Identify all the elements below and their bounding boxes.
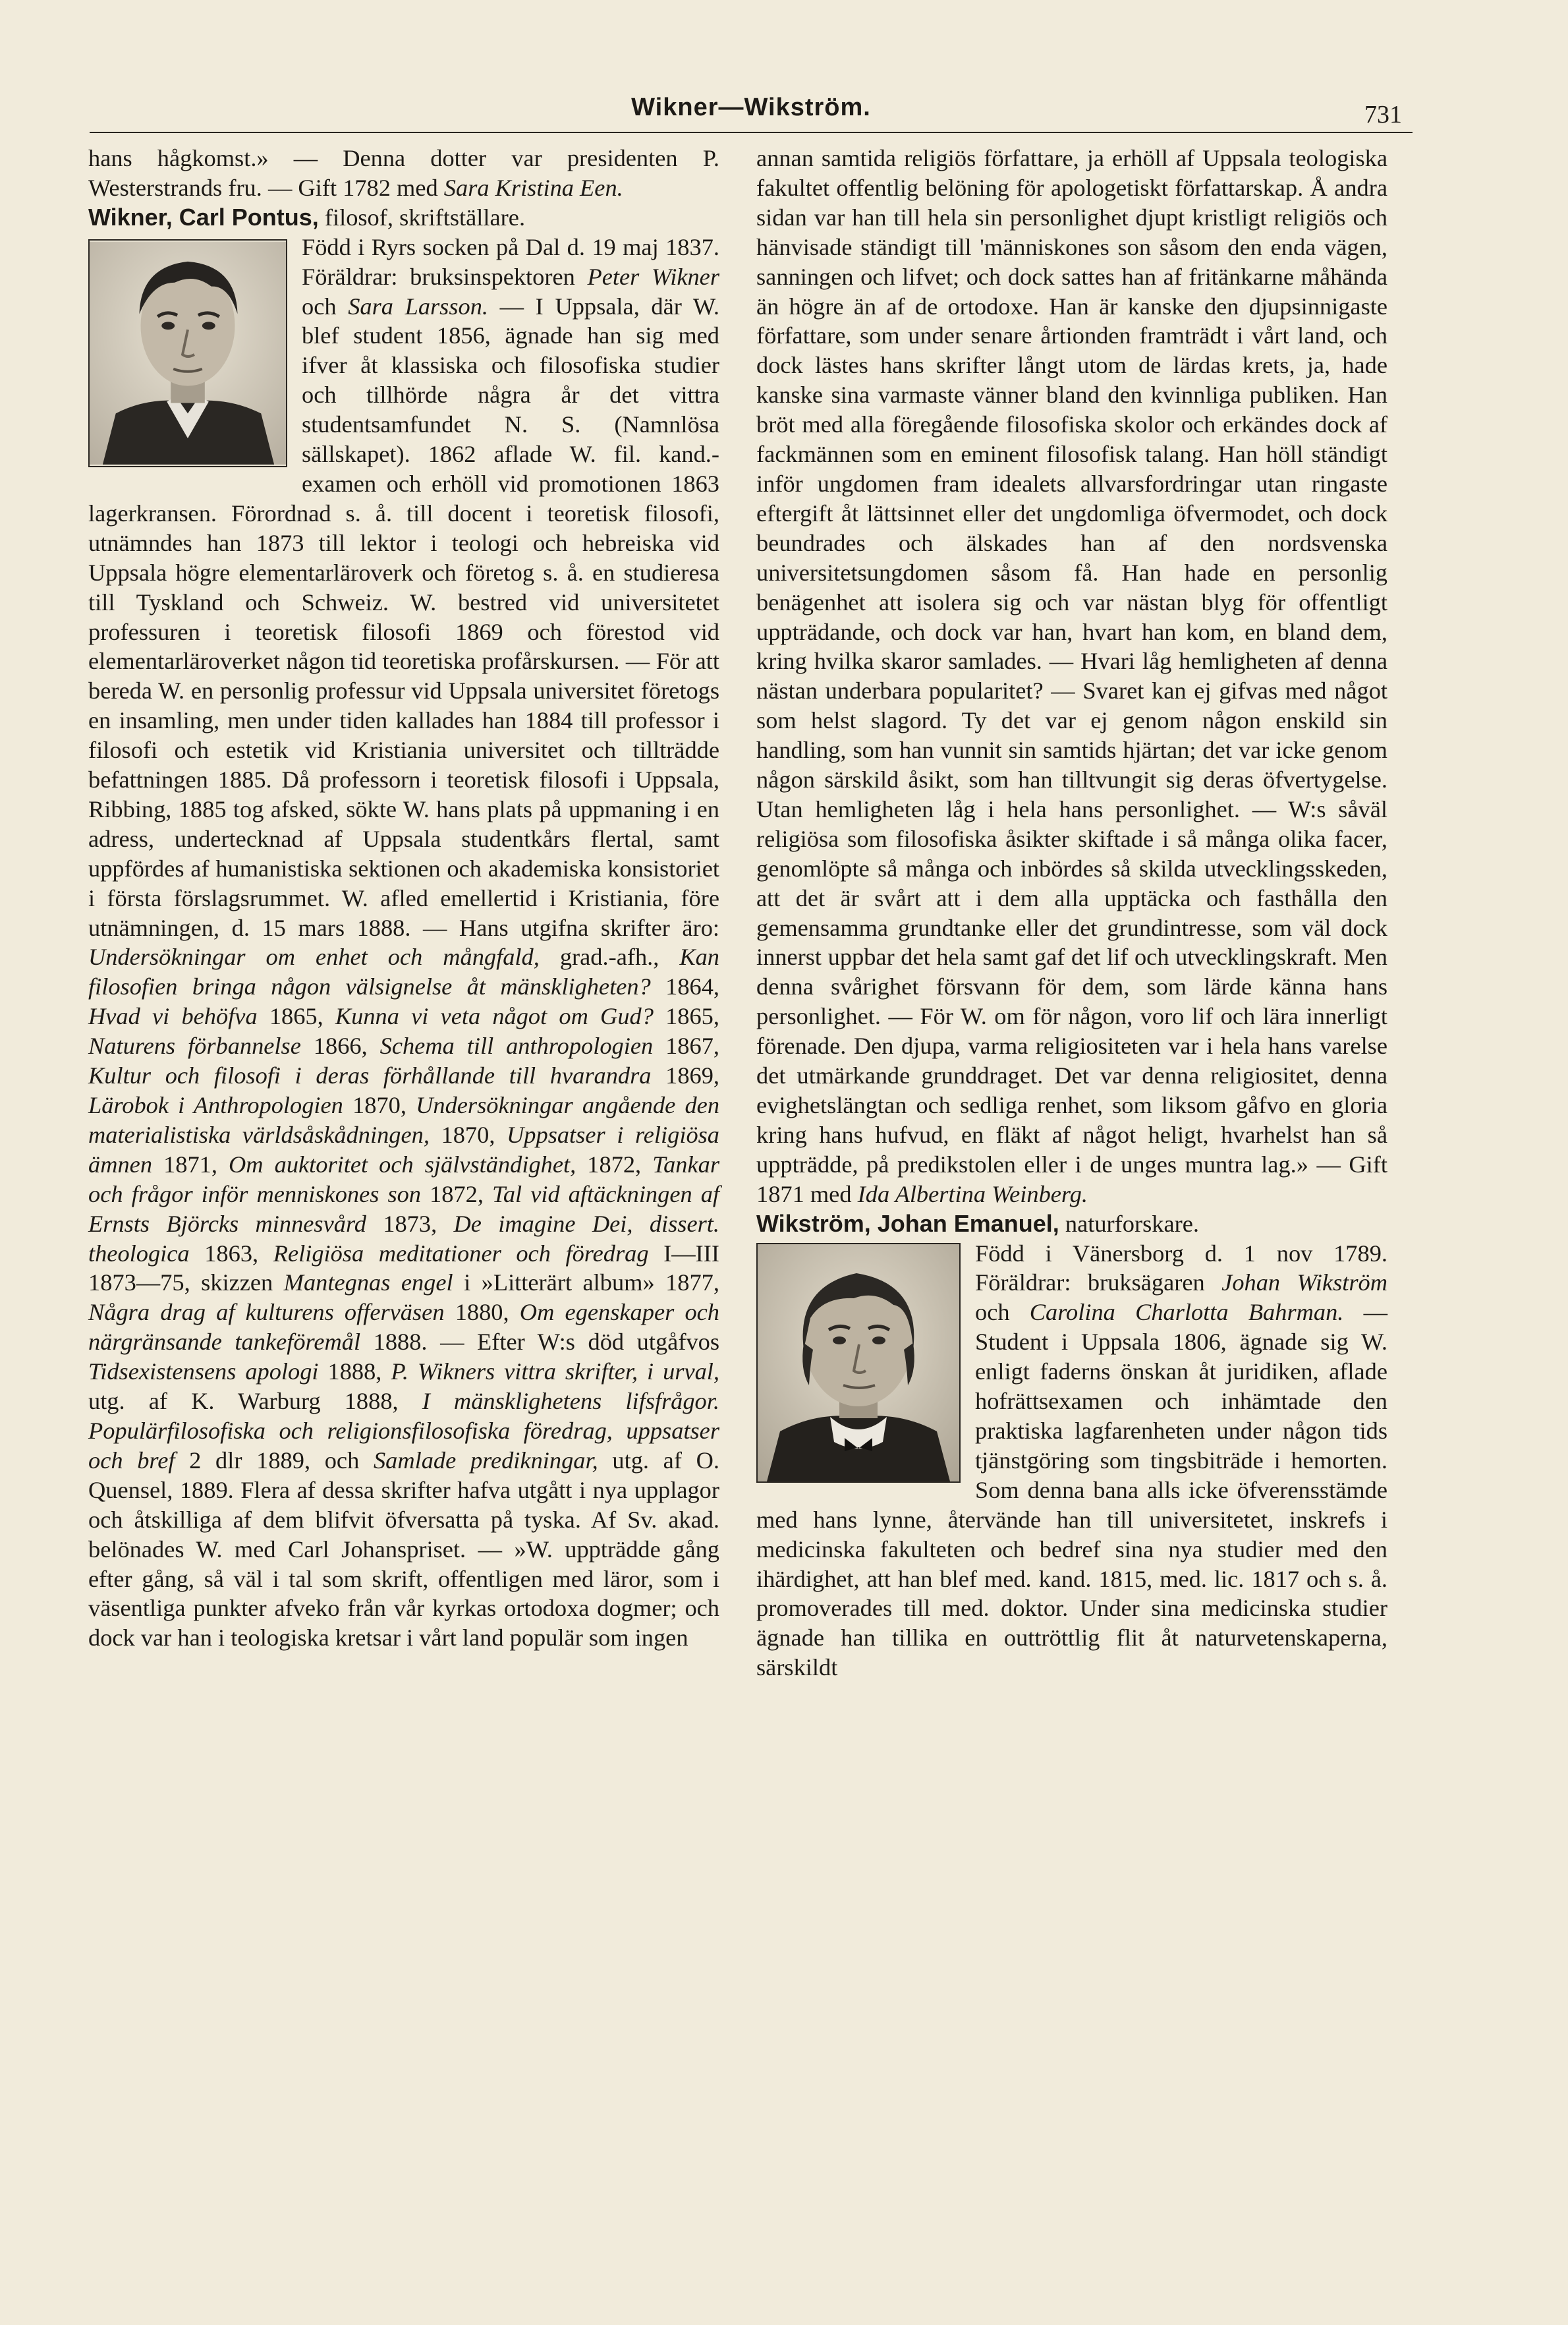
work-title: Tidsexistensens apologi: [88, 1358, 319, 1385]
work-note: i »Litterärt album» 1877,: [453, 1269, 719, 1296]
wikner-quote: annan samtida religiös författare, ja erhöll af Uppsala teologiska fakultet offentlig belöning för apologetiskt författarskap. Å andra sidan var han till hela sin personlighet djupt kristligt religiös och hänvisade ständigt till 'människones son såsom den enda vägen, sanningen och lifvet; och dock sattes han af fritänkarne måhända än högre än af de ortodoxe. Han är kanske den djupsinnigaste författare, som under senare årtionden framträdt i vårt land, och dock lästes hans skrifter långt utom de lärdas krets, ja, hade kanske sina varmaste vänner bland den kvinnliga publiken. Han bröt med alla föregående filosofiska skolor och erkändes dock af fackmännen som en eminent filosofisk talang. Han höll ständigt inför ungdomen fram idealets allvarsfordringar utan ringaste eftergift åt lättsinnet eller det ungdomliga öfvermodet, och dock beundrades och älskades han af den nordsvenska universitetsungdomen såsom få. Han hade en personlig benägenhet att isolera sig och var nästan blyg för offentligt uppträdande, och dock var han, hvart han kom, en bland dem, kring hvilka skaror samlades. — Hvari låg hemligheten af denna nästan underbara popularitet? — Svaret kan ej gifvas med något som helst slagord. Ty det var ej genom någon enskild sin handling, som han vunnit sin samtids hjärtan; det var icke genom någon särskild åsikt, som han tilltvungit sig deras öfvertygelse. Utan hemligheten låg i hela hans personlighet. — W:s såväl religiösa som filosofiska åsikter skiftade i så många olika facer, genomlöpte så många och inbördes så skilda utvecklingsskeden, att det är svårt att i dem alla upptäcka och fasthålla den gemensamma grundtanke eller det grundintresse, som väl dock innerst uppbar det hela samt gaf det lif och utvecklingskraft. Men denna svårighet försvann för dem, som lärde känna hans personlighet. — För W. om för någon, voro lif och lära innerligt förenade. Den djupa, varma religiositeten var i hela hans varelse det utmärkande grunddraget. Det var denna religiositet, denna evighetslängtan och sedliga renhet, som liksom gåfvo en gloria kring hans hufvud, en fläkt af något heligt, hvarhelst han så uppträdde, på predikstolen eller i de unges muntra lag.» — Gift 1871 med: [756, 145, 1387, 1207]
work-title: I mänsklighetens lifsfrågor. Populärfilosofiska och religionsfilosofiska föredrag, uppsatser och bref: [88, 1388, 719, 1474]
work-title: Religiösa meditationer och föredrag: [273, 1240, 649, 1267]
work-note: 1865,: [257, 1003, 335, 1030]
work-title: Kultur och filosofi i deras förhållande till hvarandra: [88, 1062, 652, 1089]
wikner-biography: — I Uppsala, där W. blef student 1856, ägnade han sig med ifver åt klassiska och filosofiska studier och tillhörde några år det vittra studentsamfundet N. S. (Namnlösa sällskapet). 1862 aflade W. fil. kand.-examen och erhöll vid promotionen 1863 lagerkransen. Förordnad s. å. till docent i teoretisk filosofi, utnämndes han 1873 till lektor i teologi och hebreiska vid Uppsala högre elementarläroverk och företog s. å. en studieresa till Tyskland och Schweiz. W. bestred vid universitetet professuren i teoretisk filosofi 1869 och förestod vid elementarläroverket någon tid teoretiska profårskursen. — För att bereda W. en personlig professur vid Uppsala universitet företogs en insamling, men under tiden kallades han 1884 till professor i filosofi och estetik vid Kristiania universitet och tillträdde befattningen 1885. Då professorn i teoretisk filosofi i Uppsala, Ribbing, 1885 tog afsked, sökte W. hans plats på uppmaning i en adress, undertecknad af Uppsala studentkårs flertal, samt uppfördes af humanistiska sektionen och akademiska konsistoriet i första förslagsrummet. W. afled emellertid i Kristiania, före utnämningen, d. 15 mars 1888. — Hans utgifna skrifter äro:: [88, 293, 719, 941]
wikstrom-biography: — Student i Uppsala 1806, ägnade sig W. enligt faderns önskan åt juridiken, aflade hofrättsexamen och inhämtade den praktiska lagfarenheten under någon tids tjänstgöring som tingsbiträde i hemorten. Som denna bana alls icke öfverensstämde med hans lynne, återvände han till universitetet, inskrefs i medicinska fakulteten och bedref sina nya studier med den ihärdighet, att han blef med. kand. 1815, med. lic. 1817 och s. å. promoverades till med. doktor. Under sina medicinska studier ägnade han tillika en outtröttlig flit åt naturvetenskaperna, särskildt: [756, 1299, 1387, 1681]
work-note: 1870,: [429, 1121, 507, 1148]
entry-role-wikstrom: naturforskare.: [1059, 1210, 1199, 1237]
work-note: utg. af K. Warburg 1888,: [88, 1388, 422, 1415]
work-note: grad.-afh.,: [539, 944, 680, 971]
wikstrom-father: Johan Wikström: [1221, 1269, 1387, 1296]
work-note: I—III 1873—75, skizzen: [88, 1240, 720, 1296]
entry-wikner-body: [88, 233, 719, 1653]
work-title: Naturens förbannelse: [88, 1033, 301, 1060]
work-title: Om auktoritet och självständighet,: [229, 1151, 576, 1178]
entry-wikner: [88, 203, 719, 233]
work-title: Schema till anthropologien: [379, 1033, 654, 1060]
work-note: utg. af O. Quensel, 1889. Flera af dessa skrifter hafva utgått i nya upplagor och åtskilliga af dem blifvit öfversatta på tyska. Af Sv. akad. belönades W. med Carl Johanspriset. — »W. uppträdde gång efter gång, så väl i tal som skrift, offentligen med läror, som i väsentliga punkter afveko från vår kyrkas ortodoxa dogmer; och dock var han i teologiska kretsar i vårt land populär som ingen: [88, 1447, 719, 1651]
portrait-wikstrom-image: [758, 1244, 959, 1481]
entry-role-wikner: filosof, skriftställare.: [318, 204, 526, 231]
wikner-born: Född i Ryrs socken på Dal d. 19 maj 1837. Föräldrar: bruksinspektoren: [302, 233, 719, 290]
work-note: 2 dlr 1889, och: [175, 1447, 374, 1474]
work-note: 1871,: [152, 1151, 229, 1178]
work-note: 1866,: [300, 1033, 380, 1060]
intro-paragraph: [88, 144, 719, 203]
wikner-and: och: [302, 293, 349, 320]
work-title: P. Wikners vittra skrifter, i urval,: [391, 1358, 719, 1385]
work-note: 1863,: [189, 1240, 273, 1267]
right-column: [756, 144, 1387, 1682]
wikner-wife: Ida Albertina Weinberg.: [857, 1180, 1088, 1207]
page-number: 731: [1364, 101, 1402, 129]
wikstrom-born: Född i Vänersborg d. 1 nov 1789. Föräldrar: bruksägaren: [975, 1240, 1387, 1296]
wikner-father: Peter Wikner: [587, 263, 720, 290]
work-note: 1867,: [653, 1033, 719, 1060]
work-note: 1888,: [318, 1358, 391, 1385]
left-column: [88, 144, 719, 1653]
wikner-continuation: [756, 144, 1387, 1209]
work-note: 1880,: [444, 1299, 520, 1326]
work-note: 1864,: [650, 973, 719, 1000]
wikner-mother: Sara Larsson.: [348, 293, 488, 320]
work-title: De imagine Dei, dissert. theologica: [88, 1210, 719, 1267]
portrait-wikner-image: [90, 241, 286, 466]
work-title: Några drag af kulturens offerväsen: [88, 1299, 445, 1326]
work-title: Undersökningar angående den materialistiska världsåskådningen,: [88, 1092, 720, 1148]
wikstrom-mother: Carolina Charlotta Bahrman.: [1029, 1299, 1344, 1326]
work-title: Kunna vi veta något om Gud?: [335, 1003, 654, 1030]
work-title: Tal vid aftäckningen af Ernsts Björcks minnesvård: [88, 1180, 720, 1237]
wikstrom-and: och: [975, 1299, 1030, 1326]
intro-wife: Sara Kristina Een.: [443, 174, 623, 201]
portrait-wikner: [88, 239, 287, 467]
portrait-wikstrom: [756, 1243, 961, 1483]
entry-heading-wikner: Wikner, Carl Pontus,: [88, 203, 319, 231]
work-note: 1869,: [651, 1062, 719, 1089]
work-title: Hvad vi behöfva: [88, 1003, 258, 1030]
work-title: Kan filosofien bringa någon välsignelse åt mänskligheten?: [88, 944, 719, 1000]
work-note: 1865,: [653, 1003, 719, 1030]
work-title: Lärobok i Anthropologien: [88, 1092, 343, 1118]
entry-wikstrom-body: [756, 1239, 1387, 1683]
work-title: Samlade predikningar,: [373, 1447, 598, 1474]
work-title: Uppsatser i religiösa ämnen: [88, 1121, 719, 1178]
running-head: [90, 91, 1413, 133]
work-title: Tankar och frågor inför menniskones son: [88, 1151, 720, 1207]
work-note: 1870,: [343, 1092, 416, 1118]
work-note: 1872,: [576, 1151, 653, 1178]
work-title: Mantegnas engel: [283, 1269, 453, 1296]
work-title: Undersökningar om enhet och mångfald,: [88, 944, 540, 971]
intro-text: hans hågkomst.» — Denna dotter var presidenten P. Westerstrands fru. — Gift 1782 med: [88, 145, 719, 201]
work-note: 1873,: [366, 1210, 454, 1237]
entry-heading-wikstrom: Wikström, Johan Emanuel,: [756, 1209, 1059, 1237]
work-note: 1872,: [421, 1180, 492, 1207]
work-title: Om egenskaper och närgränsande tankeföremål: [88, 1299, 719, 1356]
page-title: Wikner—Wikström.: [631, 94, 871, 121]
entry-wikstrom: [756, 1209, 1387, 1239]
work-note: 1888. — Efter W:s död utgåfvos: [360, 1329, 719, 1356]
